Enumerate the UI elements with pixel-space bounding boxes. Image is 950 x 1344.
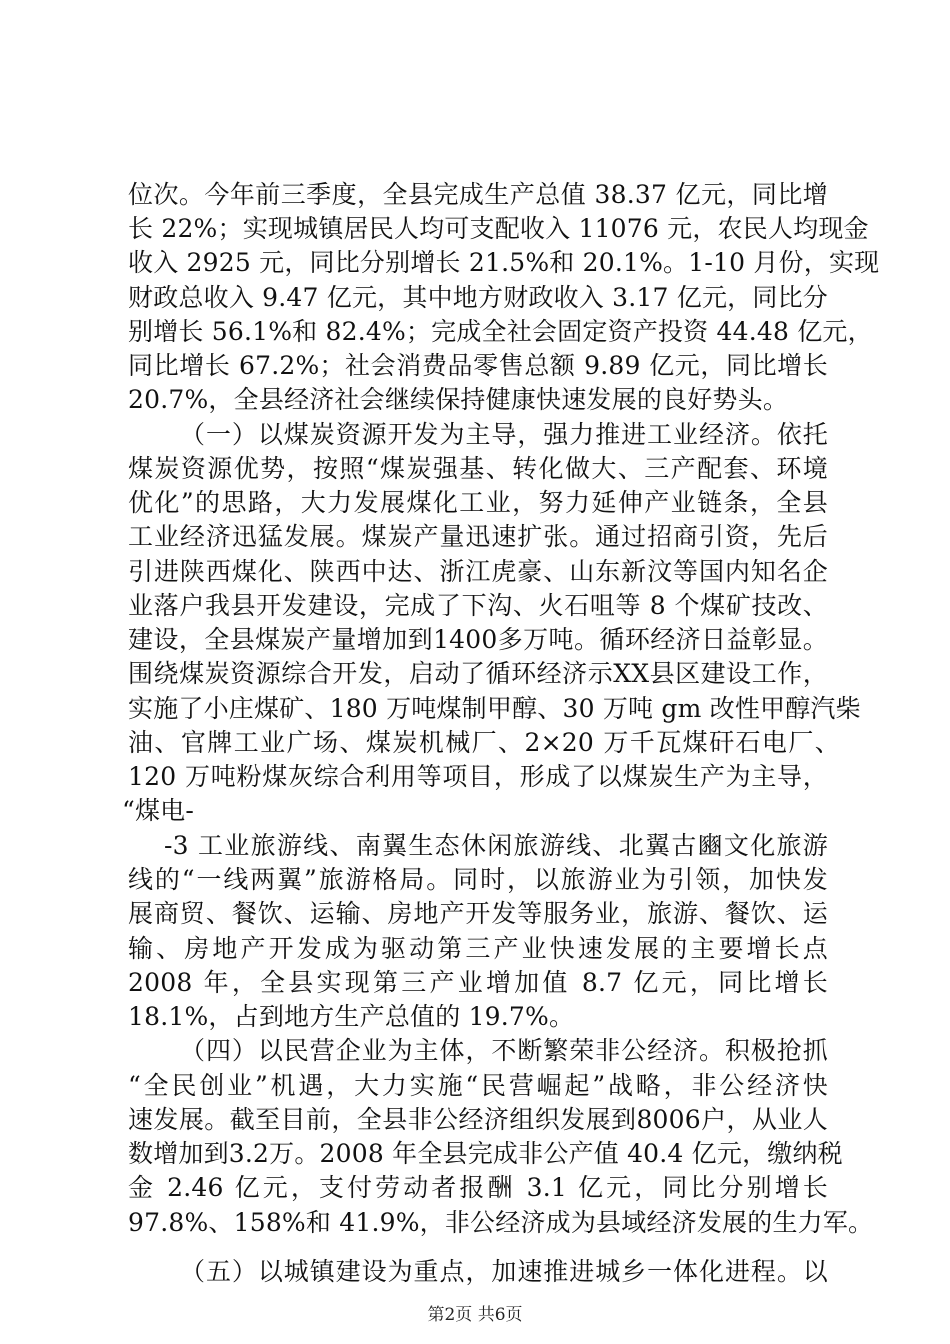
text-line: 长 22%；实现城镇居民人均可支配收入 11076 元，农民人均现金 <box>128 214 869 243</box>
text-line: 数增加到3.2万。2008 年全县完成非公产值 40.4 亿元，缴纳税 <box>128 1139 843 1168</box>
paragraph-heading-1: （一）以煤炭资源开发为主导，强力推进工业经济。依托 <box>180 420 828 449</box>
text-line: 97.8%、158%和 41.9%，非公经济成为县域经济发展的生力军。 <box>128 1208 874 1237</box>
text-line: 位次。今年前三季度，全县完成生产总值 38.37 亿元，同比增 <box>128 180 828 209</box>
text-line: 油、官牌工业广场、煤炭机械厂、2×20 万千瓦煤矸石电厂、 <box>128 728 840 757</box>
page-number-footer: 第2页 共6页 <box>427 1305 523 1325</box>
text-line: 煤炭资源优势，按照“煤炭强基、转化做大、三产配套、环境 <box>128 454 828 483</box>
text-line: 引进陕西煤化、陕西中达、浙江虎豪、山东新汶等国内知名企 <box>128 557 828 586</box>
text-line: 实施了小庄煤矿、180 万吨煤制甲醇、30 万吨 gm 改性甲醇汽柴 <box>128 694 861 723</box>
text-line: 建设，全县煤炭产量增加到1400多万吨。循环经济日益彰显。 <box>128 625 828 654</box>
text-line: 收入 2925 元，同比分别增长 21.5%和 20.1%。1-10 月份，实现 <box>128 248 880 277</box>
text-line: 展商贸、餐饮、运输、房地产开发等服务业，旅游、餐饮、运 <box>128 899 828 928</box>
text-line: “煤电- <box>122 796 195 825</box>
text-line: 同比增长 67.2%；社会消费品零售总额 9.89 亿元，同比增长 <box>128 351 828 380</box>
paragraph-heading-4: （四）以民营企业为主体，不断繁荣非公经济。积极抢抓 <box>180 1036 828 1065</box>
text-line: 20.7%，全县经济社会继续保持健康快速发展的良好势头。 <box>128 385 789 414</box>
text-line: 120 万吨粉煤灰综合利用等项目，形成了以煤炭生产为主导， <box>128 762 828 791</box>
text-line: 18.1%，占到地方生产总值的 19.7%。 <box>128 1002 575 1031</box>
text-line: 工业经济迅猛发展。煤炭产量迅速扩张。通过招商引资，先后 <box>128 522 828 551</box>
text-line: 线的“一线两翼”旅游格局。同时，以旅游业为引领，加快发 <box>128 865 828 894</box>
text-line: 业落户我县开发建设，完成了下沟、火石咀等 8 个煤矿技改、 <box>128 591 828 620</box>
text-line: 输、房地产开发成为驱动第三产业快速发展的主要增长点 <box>128 934 828 963</box>
text-line: 财政总收入 9.47 亿元，其中地方财政收入 3.17 亿元，同比分 <box>128 283 828 312</box>
paragraph-heading-5: （五）以城镇建设为重点，加速推进城乡一体化进程。以 <box>180 1257 828 1286</box>
text-line: “全民创业”机遇，大力实施“民营崛起”战略，非公经济快 <box>128 1071 828 1100</box>
text-line: 优化”的思路，大力发展煤化工业，努力延伸产业链条，全县 <box>128 488 828 517</box>
text-line: 速发展。截至目前，全县非公经济组织发展到8006户，从业人 <box>128 1105 828 1134</box>
text-line: 金 2.46 亿元，支付劳动者报酬 3.1 亿元，同比分别增长 <box>128 1173 828 1202</box>
text-line: -3 工业旅游线、南翼生态休闲旅游线、北翼古豳文化旅游 <box>164 831 828 860</box>
text-line: 别增长 56.1%和 82.4%；完成全社会固定资产投资 44.48 亿元， <box>128 317 873 346</box>
text-line: 围绕煤炭资源综合开发，启动了循环经济示XX县区建设工作， <box>128 659 828 688</box>
text-line: 2008 年，全县实现第三产业增加值 8.7 亿元，同比增长 <box>128 968 828 997</box>
